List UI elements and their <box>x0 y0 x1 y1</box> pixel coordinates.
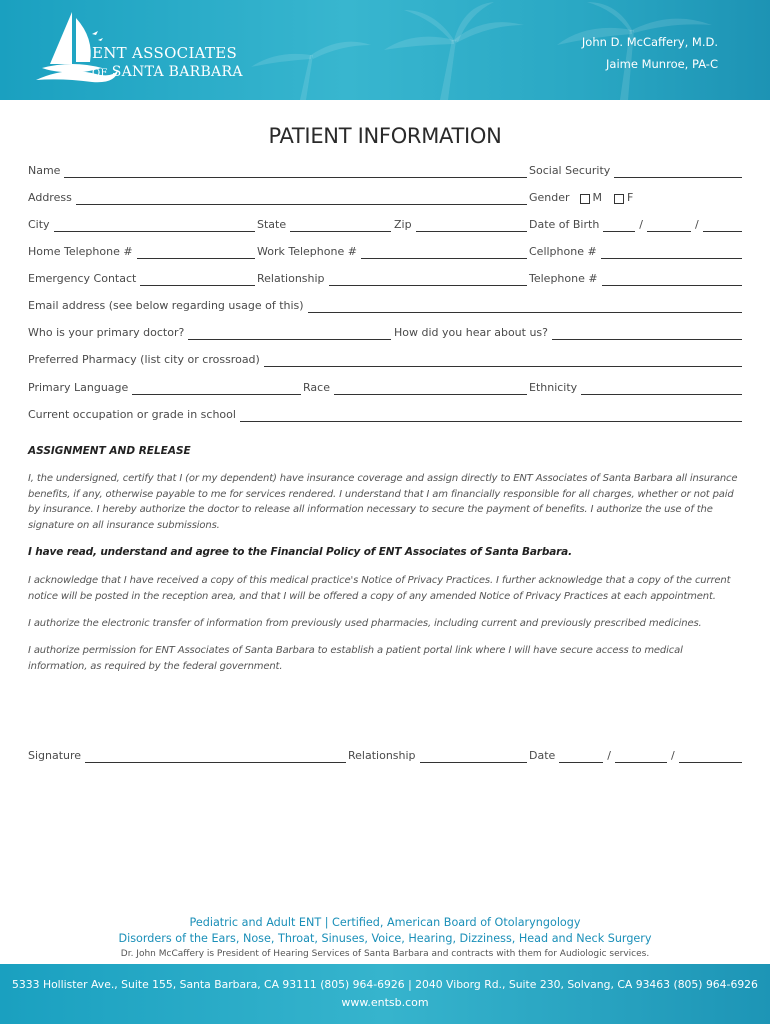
state-input-line[interactable] <box>290 219 391 232</box>
name-label: Name <box>28 164 61 177</box>
primary-doctor-field[interactable] <box>28 324 391 340</box>
office-addresses: 5333 Hollister Ave., Suite 155, Santa Barbara, CA 93111 (805) 964-6926 | 2040 Viborg Rd., Suite 230, Solvang, CA 93463 (805) 964-6926 <box>12 978 758 991</box>
zip-input-line[interactable] <box>416 219 527 232</box>
home-telephone-field[interactable] <box>28 243 255 259</box>
form-row-occupation <box>28 406 742 422</box>
signature-label: Signature <box>28 749 82 762</box>
signature-field[interactable] <box>28 747 346 763</box>
emergency-contact-field[interactable] <box>28 270 255 286</box>
specialty-line-2: Disorders of the Ears, Nose, Throat, Sinuses, Voice, Hearing, Dizziness, Head and Neck Surgery <box>118 932 652 945</box>
gender-f-checkbox[interactable] <box>614 194 624 204</box>
form-row-doctor <box>28 324 742 340</box>
signature-slash-1: / <box>607 749 612 762</box>
ethnicity-input-line[interactable] <box>581 382 742 395</box>
state-label: State <box>257 218 287 231</box>
language-input-line[interactable] <box>132 382 301 395</box>
emergency-contact-label: Emergency Contact <box>28 272 137 285</box>
relationship-field[interactable] <box>257 270 527 286</box>
pharmacy-field[interactable] <box>28 351 742 367</box>
dob-month-line[interactable] <box>603 219 635 232</box>
form-row-pharmacy <box>28 351 742 367</box>
logo-subtitle <box>92 64 243 80</box>
signature-month-line[interactable] <box>559 750 603 763</box>
signature-slash-2: / <box>671 749 675 762</box>
occupation-field[interactable] <box>28 406 742 422</box>
form-row-phones <box>28 243 742 259</box>
signature-row <box>28 747 742 763</box>
pharmacy-transfer-paragraph: I authorize the electronic transfer of information from previously used pharmacies, including current and previously prescribed medicines. <box>28 618 702 629</box>
signature-day-line[interactable] <box>615 750 667 763</box>
state-field[interactable] <box>257 216 391 232</box>
work-telephone-label: Work Telephone # <box>257 245 357 258</box>
dob-field[interactable] <box>529 216 742 232</box>
language-label: Primary Language <box>28 381 129 394</box>
race-input-line[interactable] <box>334 382 527 395</box>
cellphone-input-line[interactable] <box>601 246 742 259</box>
signature-date-label: Date <box>529 749 556 762</box>
dob-label: Date of Birth <box>529 218 600 231</box>
ssn-label: Social Security <box>529 164 611 177</box>
city-field[interactable] <box>28 216 255 232</box>
name-input-line[interactable] <box>64 165 527 178</box>
emergency-contact-input-line[interactable] <box>140 273 255 286</box>
primary-doctor-label: Who is your primary doctor? <box>28 326 185 339</box>
emergency-telephone-label: Telephone # <box>529 272 598 285</box>
address-input-line[interactable] <box>76 192 527 205</box>
signature-relationship-field[interactable] <box>348 747 527 763</box>
form-row-email <box>28 297 742 313</box>
relationship-label: Relationship <box>257 272 325 285</box>
form-row-emergency <box>28 270 742 286</box>
signature-relationship-label: Relationship <box>348 749 416 762</box>
relationship-input-line[interactable] <box>329 273 527 286</box>
financial-policy-statement: I have read, understand and agree to the Financial Policy of ENT Associates of Santa Barbara. <box>28 546 572 558</box>
website-link[interactable]: www.entsb.com <box>341 996 429 1009</box>
ethnicity-label: Ethnicity <box>529 381 578 394</box>
email-input-line[interactable] <box>308 300 742 313</box>
header-banner <box>0 0 770 100</box>
zip-label: Zip <box>394 218 412 231</box>
dob-slash-2: / <box>695 218 699 231</box>
cellphone-label: Cellphone # <box>529 245 597 258</box>
gender-f-label: F <box>627 191 634 204</box>
provider-name-2: Jaime Munroe, PA-C <box>606 57 718 71</box>
home-telephone-label: Home Telephone # <box>28 245 133 258</box>
signature-input-line[interactable] <box>85 750 346 763</box>
page-title: PATIENT INFORMATION <box>268 124 502 148</box>
primary-doctor-input-line[interactable] <box>188 327 391 340</box>
pharmacy-input-line[interactable] <box>264 354 742 367</box>
ssn-input-line[interactable] <box>614 165 742 178</box>
referral-source-field[interactable] <box>394 324 742 340</box>
race-field[interactable] <box>303 379 527 395</box>
signature-year-line[interactable] <box>679 750 742 763</box>
gender-m-checkbox[interactable] <box>580 194 590 204</box>
pharmacy-label: Preferred Pharmacy (list city or crossroad) <box>28 353 260 366</box>
gender-m-label: M <box>592 191 603 204</box>
ssn-field[interactable] <box>529 162 742 178</box>
signature-relationship-input-line[interactable] <box>420 750 527 763</box>
form-row-city <box>28 216 742 232</box>
zip-field[interactable] <box>394 216 527 232</box>
assignment-heading: ASSIGNMENT AND RELEASE <box>28 445 191 457</box>
address-field[interactable] <box>28 189 527 205</box>
dob-slash-1: / <box>639 218 644 231</box>
logo-city: SANTA BARBARA <box>111 64 243 80</box>
name-field[interactable] <box>28 162 527 178</box>
work-telephone-input-line[interactable] <box>361 246 527 259</box>
email-label: Email address (see below regarding usage of this) <box>28 299 304 312</box>
footer-bar <box>0 964 770 1024</box>
logo-title: ENT ASSOCIATES <box>92 44 238 62</box>
gender-label: Gender <box>529 191 570 204</box>
emergency-telephone-field[interactable] <box>529 270 742 286</box>
logo-of: OF <box>92 68 108 79</box>
cellphone-field[interactable] <box>529 243 742 259</box>
ethnicity-field[interactable] <box>529 379 742 395</box>
dob-day-line[interactable] <box>647 219 691 232</box>
signature-date-field[interactable] <box>529 747 742 763</box>
address-label: Address <box>28 191 72 204</box>
race-label: Race <box>303 381 330 394</box>
provider-name-1: John D. McCaffery, M.D. <box>581 35 718 49</box>
referral-source-input-line[interactable] <box>552 327 742 340</box>
assignment-paragraph: I, the undersigned, certify that I (or my dependent) have insurance coverage and assign directly to ENT Associates of Santa Barbara all insurance benefits, if any, otherwise payable to me for services rendered. I understand that I am financially responsible for all charges, whether or not paid by insurance. I hereby authorize the doctor to release all information necessary to secure the payment of benefits. I authorize the use of the signature on all insurance submissions. <box>28 473 738 531</box>
emergency-telephone-input-line[interactable] <box>602 273 742 286</box>
form-row-address <box>28 189 742 205</box>
audiology-disclaimer: Dr. John McCaffery is President of Hearing Services of Santa Barbara and contracts with them for Audiologic services. <box>120 949 650 959</box>
occupation-label: Current occupation or grade in school <box>28 408 236 421</box>
city-input-line[interactable] <box>54 219 255 232</box>
language-field[interactable] <box>28 379 301 395</box>
gender-field <box>529 189 742 205</box>
dob-year-line[interactable] <box>703 219 742 232</box>
form-row-language <box>28 379 742 395</box>
occupation-input-line[interactable] <box>240 409 742 422</box>
form-row-name <box>28 162 742 178</box>
city-label: City <box>28 218 50 231</box>
patient-portal-paragraph: I authorize permission for ENT Associates of Santa Barbara to establish a patient portal link where I will have secure access to medical information, as required by the federal government. <box>28 645 683 672</box>
specialty-line-1: Pediatric and Adult ENT | Certified, American Board of Otolaryngology <box>189 916 581 929</box>
work-telephone-field[interactable] <box>257 243 527 259</box>
email-field[interactable] <box>28 297 742 313</box>
privacy-notice-paragraph: I acknowledge that I have received a copy of this medical practice's Notice of Privacy Practices. I further acknowledge that a copy of the current notice will be posted in the reception area, and that I will be offered a copy of any amended Notice of Privacy Practices at each appointment. <box>28 575 731 602</box>
home-telephone-input-line[interactable] <box>137 246 255 259</box>
referral-source-label: How did you hear about us? <box>394 326 548 339</box>
